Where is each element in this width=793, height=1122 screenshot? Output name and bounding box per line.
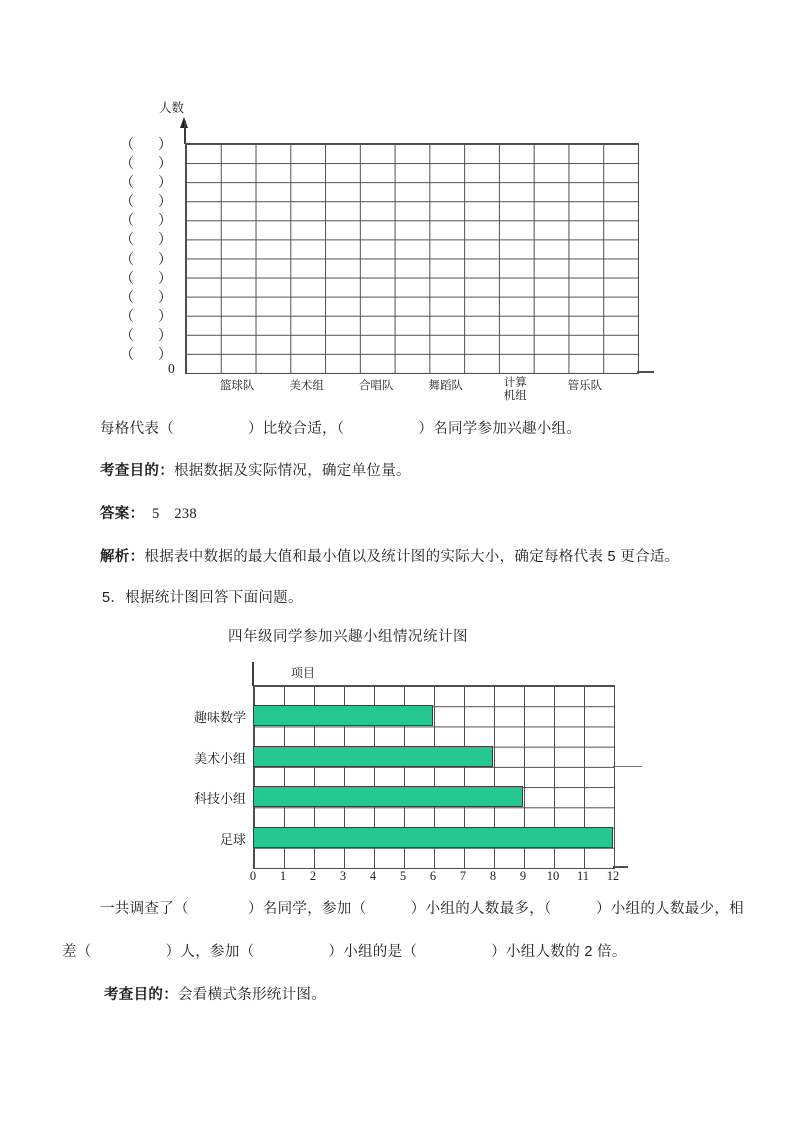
x-tick-label: 1 — [279, 869, 287, 883]
x-tick-label: 4 — [369, 869, 377, 883]
bar-足球 — [253, 827, 613, 848]
purpose-text: 会看横式条形统计图。 — [178, 987, 326, 1003]
chart-grid — [185, 143, 639, 374]
question5-blank-line-2: 差（ ）人，参加（ ）小组的是（ ）小组人数的 2 倍。 — [62, 944, 627, 960]
y-axis-value-blank: （ ） — [120, 326, 172, 343]
x-tick-label: 6 — [429, 869, 437, 883]
y-axis-value-blank: （ ） — [120, 307, 172, 324]
y-axis-value-blank: （ ） — [120, 174, 172, 191]
y-axis-line — [252, 662, 254, 686]
x-tick-label: 5 — [399, 869, 407, 883]
y-axis-value-blank: （ ） — [120, 345, 172, 362]
x-tick-label: 2 — [309, 869, 317, 883]
x-tick-label: 11 — [576, 869, 590, 883]
fill-in-sentence: 每格代表（ ）比较合适，（ ）名同学参加兴趣小组。 — [100, 421, 582, 437]
origin-label: 0 — [168, 361, 175, 376]
category-label: 篮球队 — [219, 380, 255, 392]
x-tick-label: 12 — [606, 869, 620, 883]
answer-value: 5 238 — [151, 506, 197, 522]
x-tick-label: 10 — [546, 869, 560, 883]
category-label: 合唱队 — [358, 380, 394, 392]
category-label: 美术组 — [289, 380, 324, 392]
y-axis-title: 人数 — [159, 101, 185, 115]
y-axis-title: 项目 — [291, 666, 316, 680]
x-axis-line — [613, 866, 628, 868]
question5-heading: 5．根据统计图回答下面问题。 — [102, 590, 303, 606]
category-label: 足球 — [219, 831, 246, 847]
purpose-paragraph — [100, 459, 411, 480]
chart-title: 四年级同学参加兴趣小组情况统计图 — [228, 629, 468, 645]
gridline-extension — [613, 766, 642, 767]
x-tick-label: 0 — [249, 869, 257, 883]
category-label: 管乐队 — [567, 380, 603, 392]
answer-paragraph — [100, 502, 197, 523]
y-axis-value-blank: （ ） — [120, 269, 172, 286]
purpose2-paragraph — [104, 983, 326, 1004]
x-axis-line — [637, 371, 654, 373]
y-axis-value-blank: （ ） — [120, 288, 172, 305]
y-axis-value-blank: （ ） — [120, 250, 172, 267]
analysis-label: 解析： — [100, 549, 145, 565]
x-tick-label: 7 — [459, 869, 467, 883]
analysis-text: 根据表中数据的最大值和最小值以及统计图的实际大小，确定每格代表 5 更合适。 — [144, 549, 680, 565]
y-axis-line — [184, 121, 186, 144]
purpose-text: 根据数据及实际情况，确定单位量。 — [174, 463, 411, 479]
purpose-label: 考查目的： — [100, 463, 174, 479]
category-label: 计算机组 — [503, 377, 527, 403]
purpose-label: 考查目的： — [104, 987, 178, 1003]
y-axis-value-blank: （ ） — [120, 155, 172, 172]
category-label: 科技小组 — [193, 791, 246, 807]
category-label: 美术小组 — [193, 750, 246, 766]
y-axis-value-blank: （ ） — [120, 231, 172, 248]
bar-趣味数学 — [253, 705, 433, 726]
x-tick-label: 9 — [519, 869, 527, 883]
bar-美术小组 — [253, 746, 493, 767]
y-axis-value-blank: （ ） — [120, 193, 172, 210]
category-label: 舞蹈队 — [428, 380, 464, 392]
answer-label: 答案： — [100, 506, 138, 522]
category-label: 趣味数学 — [193, 710, 246, 726]
bar-科技小组 — [253, 786, 523, 807]
analysis-paragraph — [100, 545, 679, 566]
x-tick-label: 8 — [489, 869, 497, 883]
x-tick-label: 3 — [339, 869, 347, 883]
y-axis-value-blank: （ ） — [120, 136, 172, 152]
y-axis-value-blank: （ ） — [120, 212, 172, 229]
question5-blank-line-1: 一共调查了（ ）名同学，参加（ ）小组的人数最多，（ ）小组的人数最少，相 — [100, 901, 744, 917]
